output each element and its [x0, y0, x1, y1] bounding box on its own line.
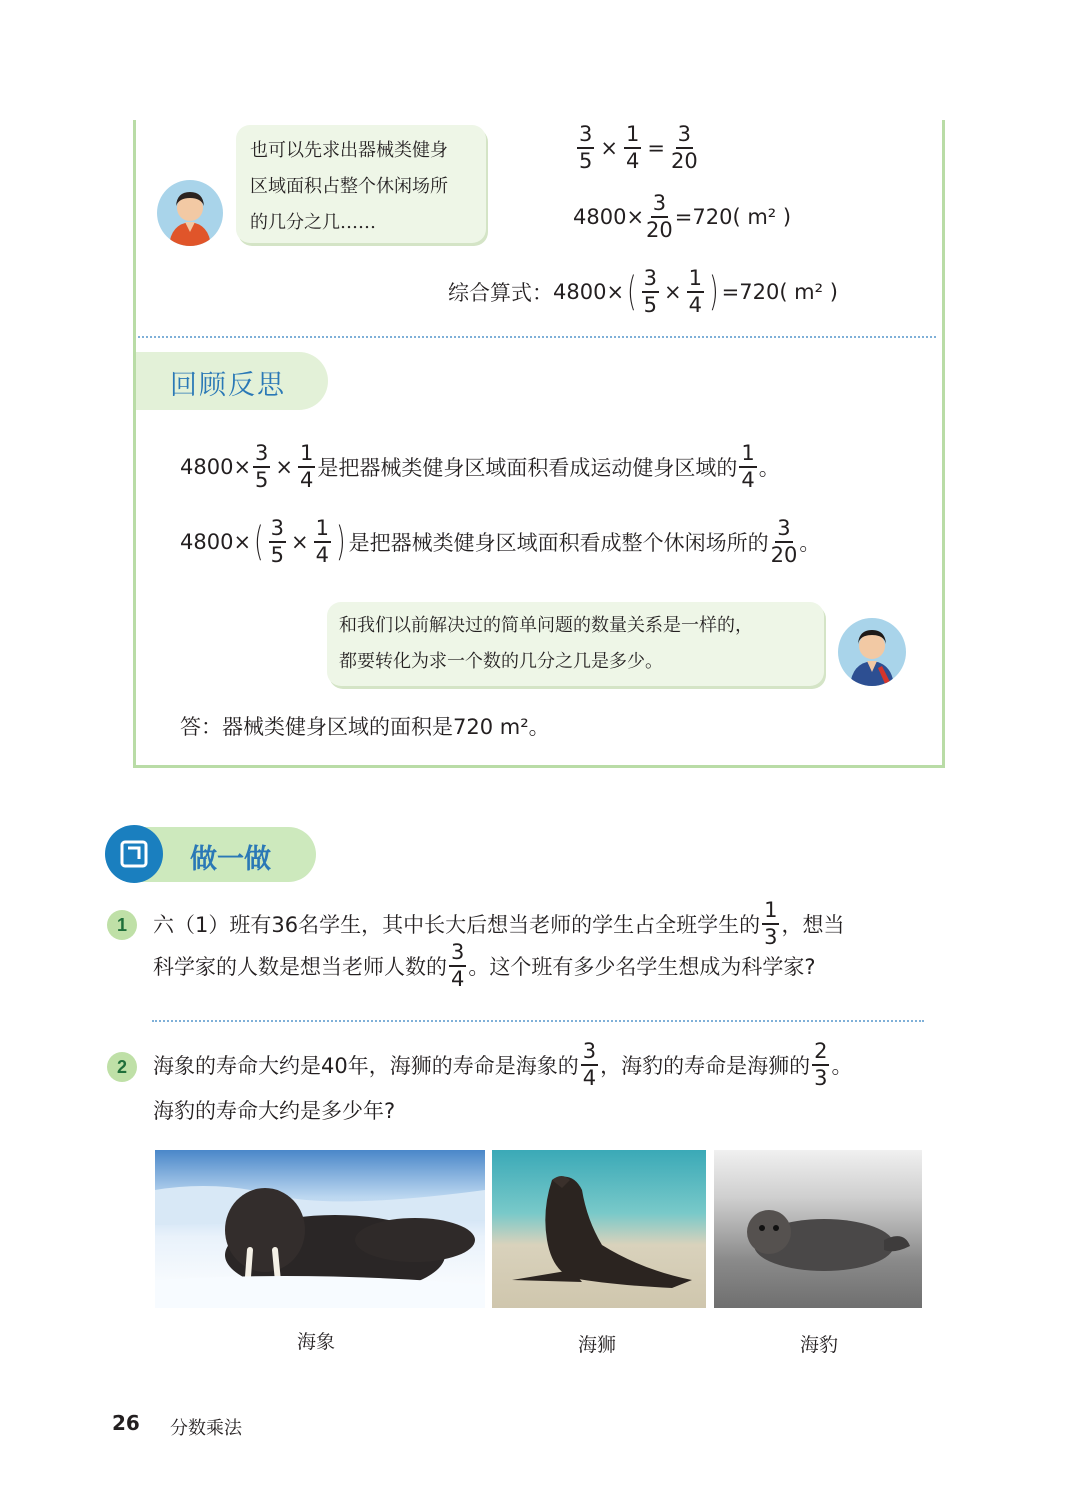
numerator: 1 [687, 268, 704, 293]
right-paren: ) [336, 519, 346, 565]
dotted-divider-2 [152, 1020, 924, 1022]
question-text: 。 [831, 1054, 853, 1078]
denominator: 4 [688, 293, 703, 317]
period: 。 [799, 531, 821, 555]
review-text: 是把器械类健身区域面积看成整个休闲场所的 [348, 531, 769, 555]
numerator: 1 [624, 124, 641, 149]
practice-icon [105, 825, 163, 883]
expression-lead: 4800× [180, 455, 252, 479]
page-number: 26 [112, 1411, 140, 1435]
bubble-line: 都要转化为求一个数的几分之几是多少。 [339, 651, 663, 672]
review-title: 回顾反思 [170, 370, 286, 401]
combined-label: 综合算式： [448, 281, 553, 305]
question-number-1: 1 [107, 910, 137, 940]
question-number-2: 2 [107, 1052, 137, 1082]
operator: × [664, 280, 682, 304]
result: =720 [721, 280, 780, 304]
denominator: 5 [255, 468, 269, 492]
numerator: 1 [314, 518, 331, 543]
left-paren: ( [627, 269, 637, 315]
bubble-line: 的几分之几…… [250, 212, 376, 233]
walrus-photo [155, 1150, 485, 1308]
denominator: 20 [646, 218, 673, 242]
question-text: ，想当 [781, 913, 845, 937]
denominator: 4 [315, 543, 330, 567]
question-2-line-2: 海豹的寿命大约是多少年? [153, 1099, 396, 1123]
question-text: 六（1）班有36名学生，其中长大后想当老师的学生占全班学生的 [153, 913, 761, 937]
numerator: 3 [449, 942, 466, 967]
operator: × [600, 136, 618, 160]
question-text: 。这个班有多少名学生想成为科学家? [468, 955, 816, 979]
expression-lead: 4800× [573, 205, 645, 229]
unit: ( m² ) [732, 205, 792, 229]
numerator: 3 [676, 124, 693, 149]
combined-equation [448, 268, 838, 316]
practice-title: 做一做 [190, 844, 271, 875]
numerator: 3 [577, 124, 594, 149]
chapter-title: 分数乘法 [170, 1418, 242, 1439]
thought-bubble-boy [327, 602, 824, 686]
denominator: 5 [270, 543, 285, 567]
equation-1 [575, 124, 700, 172]
denominator: 3 [764, 925, 778, 949]
denominator: 3 [814, 1066, 828, 1090]
expression-lead: 4800× [553, 280, 625, 304]
review-text: 是把器械类健身区域面积看成运动健身区域的 [317, 456, 738, 480]
review-line-1 [180, 443, 780, 491]
question-text: 科学家的人数是想当老师人数的 [153, 955, 447, 979]
denominator: 20 [770, 543, 798, 567]
seal-photo [714, 1150, 922, 1308]
numerator: 3 [253, 443, 270, 468]
result: =720 [674, 205, 733, 229]
caption-walrus: 海象 [297, 1331, 336, 1353]
denominator: 4 [300, 468, 314, 492]
bubble-line: 也可以先求出器械类健身 [250, 140, 448, 161]
denominator: 4 [582, 1066, 597, 1090]
numerator: 3 [651, 193, 668, 218]
bubble-line: 和我们以前解决过的简单问题的数量关系是一样的， [339, 615, 753, 636]
equation-2 [573, 193, 791, 241]
denominator: 4 [451, 967, 465, 991]
bubble-line: 区域面积占整个休闲场所 [250, 176, 448, 197]
denominator: 4 [625, 149, 640, 173]
numerator: 2 [812, 1041, 829, 1066]
right-paren: ) [709, 269, 719, 315]
question-text: ，海豹的寿命是海狮的 [600, 1054, 811, 1078]
numerator: 3 [581, 1041, 598, 1066]
denominator: 5 [643, 293, 658, 317]
question-text: 海象的寿命大约是40年，海狮的寿命是海象的 [153, 1054, 579, 1078]
thought-bubble-girl [236, 125, 486, 243]
unit: ( m² ) [779, 280, 838, 304]
numerator: 1 [739, 443, 756, 468]
caption-seal: 海豹 [800, 1334, 839, 1356]
left-paren: ( [254, 519, 264, 565]
numerator: 1 [762, 900, 779, 925]
caption-sea-lion: 海狮 [578, 1334, 617, 1356]
question-1-line-1 [153, 900, 844, 948]
numerator: 3 [269, 518, 286, 543]
denominator: 5 [579, 149, 593, 173]
equals: = [647, 136, 665, 160]
denominator: 20 [670, 149, 698, 173]
period: 。 [758, 456, 780, 480]
review-line-2 [180, 518, 820, 566]
denominator: 4 [741, 468, 755, 492]
question-2-line-1 [153, 1041, 852, 1089]
expression-lead: 4800× [180, 530, 252, 554]
sea-lion-photo [492, 1150, 706, 1308]
numerator: 1 [298, 443, 315, 468]
girl-avatar [157, 180, 223, 246]
answer-text: 答：器械类健身区域的面积是720 m²。 [180, 715, 550, 739]
operator: × [291, 530, 309, 554]
numerator: 3 [642, 268, 659, 293]
numerator: 3 [775, 518, 792, 543]
operator: × [275, 455, 294, 479]
boy-avatar [838, 618, 906, 686]
dotted-divider [138, 336, 936, 338]
question-1-line-2 [153, 942, 816, 990]
